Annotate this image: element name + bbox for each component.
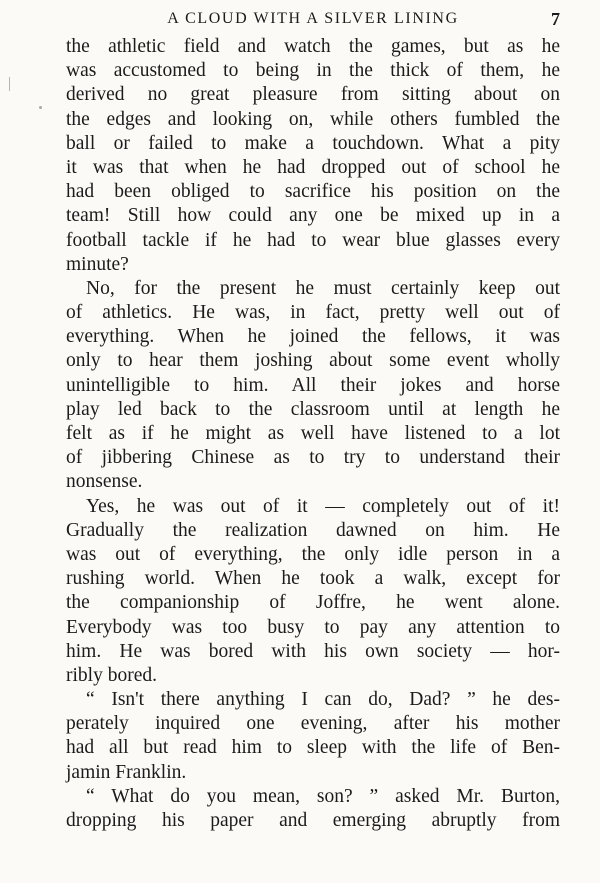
text-line: ball or failed to make a touchdown. What a pity	[66, 132, 560, 154]
text-line: nonsense.	[66, 471, 143, 493]
margin-speck	[9, 77, 10, 91]
running-title: A CLOUD WITH A SILVER LINING	[167, 10, 459, 27]
text-line: the edges and looking on, while others fumbled the	[66, 108, 560, 130]
text-line: play led back to the classroom until at length he	[66, 398, 560, 420]
body-text	[66, 35, 560, 833]
text-line: only to hear them joshing about some event wholly	[66, 350, 560, 372]
text-line: everything. When he joined the fellows, it was	[66, 326, 560, 348]
text-line: felt as if he might as well have listened to a lot	[66, 423, 560, 444]
text-line: perately inquired one evening, after his mother	[66, 713, 560, 735]
text-line: ribly bored.	[66, 664, 157, 686]
text-line: jamin Franklin.	[66, 761, 187, 783]
text-line: Gradually the realization dawned on him. He	[66, 519, 560, 541]
text-line: had all but read him to sleep with the life of Ben-	[66, 737, 560, 759]
margin-speck	[39, 106, 42, 109]
text-line: was out of everything, the only idle person in a	[66, 543, 560, 565]
text-line: it was that when he had dropped out of school he	[66, 156, 560, 178]
text-line: Yes, he was out of it — completely out of it!	[86, 495, 560, 517]
page-number: 7	[551, 9, 560, 29]
text-line: No, for the present he must certainly keep out	[86, 277, 560, 299]
text-line: was accustomed to being in the thick of them, he	[66, 60, 560, 82]
text-line: the athletic field and watch the games, but as he	[66, 36, 560, 57]
text-line: him. He was bored with his own society — hor-	[66, 640, 560, 662]
text-line: football tackle if he had to wear blue glasses every	[66, 229, 560, 251]
text-line: of jibbering Chinese as to try to understand their	[66, 447, 560, 469]
text-line: of athletics. He was, in fact, pretty well out of	[66, 302, 560, 324]
text-line: the companionship of Joffre, he went alone.	[66, 592, 560, 614]
text-line: dropping his paper and emerging abruptly from	[66, 810, 560, 831]
text-line: “ Isn't there anything I can do, Dad? ” he des-	[86, 689, 560, 711]
text-line: “ What do you mean, son? ” asked Mr. Burton,	[86, 785, 560, 807]
text-line: minute?	[66, 253, 129, 275]
running-head	[66, 7, 560, 31]
text-line: team! Still how could any one be mixed up in a	[66, 205, 560, 227]
text-line: rushing world. When he took a walk, except for	[66, 568, 560, 590]
text-line: Everybody was too busy to pay any attention to	[66, 616, 560, 638]
text-line: unintelligible to him. All their jokes and horse	[66, 374, 560, 396]
text-line: derived no great pleasure from sitting about on	[66, 84, 560, 106]
text-line: had been obliged to sacrifice his position on the	[66, 181, 560, 203]
